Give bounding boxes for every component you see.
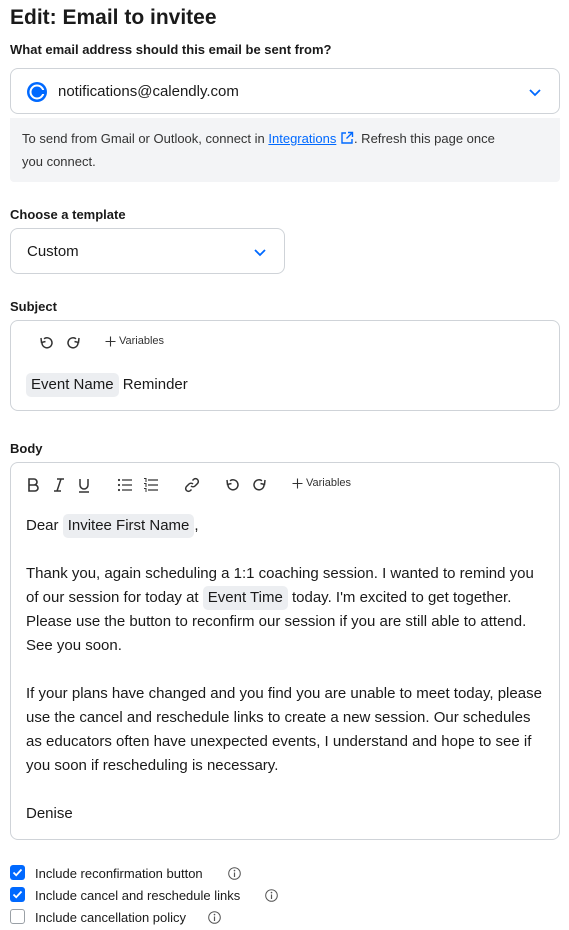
cancel-reschedule-checkbox[interactable] [10, 887, 25, 902]
body-label: Body [10, 441, 43, 456]
sender-value: notifications@calendly.com [58, 83, 239, 100]
paragraph-1-start: Thank you, again scheduling a 1:1 coaching session. I wanted to remind you of our session for today at [26, 565, 534, 606]
subject-label: Subject [10, 299, 57, 314]
info-icon[interactable] [208, 911, 221, 924]
cancel-reschedule-label: Include cancel and reschedule links [35, 888, 241, 903]
integrations-link[interactable]: Integrations [268, 131, 337, 146]
italic-icon[interactable] [52, 477, 66, 493]
calendly-logo-icon [26, 81, 48, 103]
variable-chip[interactable]: Invitee First Name [63, 514, 195, 538]
variables-label: Variables [119, 335, 165, 347]
external-link-icon [340, 130, 354, 151]
body-editor[interactable] [10, 462, 560, 840]
variable-chip[interactable]: Event Name [26, 373, 119, 397]
info-prefix: To send from Gmail or Outlook, connect in [22, 131, 269, 146]
body-content [26, 514, 546, 826]
greeting-text: Dear [26, 517, 59, 534]
check-icon [10, 865, 25, 880]
cancellation-policy-checkbox[interactable] [10, 909, 25, 924]
subject-text-value: Reminder [122, 376, 188, 393]
sender-select[interactable] [10, 68, 560, 114]
body-variables-button[interactable] [292, 477, 351, 489]
greeting-end: , [194, 517, 199, 534]
variable-chip[interactable]: Event Time [203, 586, 288, 610]
plus-icon [105, 336, 116, 347]
template-select[interactable] [10, 228, 285, 274]
sender-info-panel [10, 118, 560, 182]
cancellation-policy-label: Include cancellation policy [35, 910, 187, 925]
numbered-list-icon[interactable] [143, 477, 159, 493]
chevron-down-icon [527, 84, 543, 100]
paragraph-1-end: today. I'm excited to get together. Please use the button to reconfirm our session if you are still able to attend. See you soon. [26, 589, 527, 654]
plus-icon [292, 478, 303, 489]
undo-icon[interactable] [38, 335, 54, 351]
bullet-list-icon[interactable] [117, 477, 133, 493]
chevron-down-icon [252, 244, 268, 260]
subject-text [26, 373, 188, 397]
template-value: Custom [27, 243, 79, 260]
greeting-line [26, 514, 546, 538]
reconfirmation-checkbox[interactable] [10, 865, 25, 880]
info-suffix: . Refresh this page once [353, 131, 495, 146]
reconfirmation-label: Include reconfirmation button [35, 866, 203, 881]
subject-editor[interactable] [10, 320, 560, 411]
info-line2: you connect. [22, 154, 96, 169]
underline-icon[interactable] [77, 477, 91, 493]
bold-icon[interactable] [26, 477, 40, 493]
subject-variables-button[interactable] [105, 335, 164, 347]
check-icon [10, 887, 25, 902]
redo-icon[interactable] [66, 335, 82, 351]
redo-icon[interactable] [252, 477, 268, 493]
body-paragraph-2: If your plans have changed and you find you are unable to meet today, please use the cancel and reschedule links to create a new session. Our schedules as educators often have unexpected events, I understand and hope to see if you soon if rescheduling is necessary. [26, 685, 542, 774]
info-icon[interactable] [228, 867, 241, 880]
info-icon[interactable] [265, 889, 278, 902]
template-label: Choose a template [10, 207, 126, 222]
variables-label: Variables [306, 477, 352, 489]
link-icon[interactable] [184, 477, 200, 493]
body-paragraph-1 [26, 562, 546, 658]
signature: Denise [26, 805, 73, 822]
sender-label: What email address should this email be sent from? [10, 42, 332, 57]
page-title: Edit: Email to invitee [10, 6, 217, 29]
undo-icon[interactable] [224, 477, 240, 493]
